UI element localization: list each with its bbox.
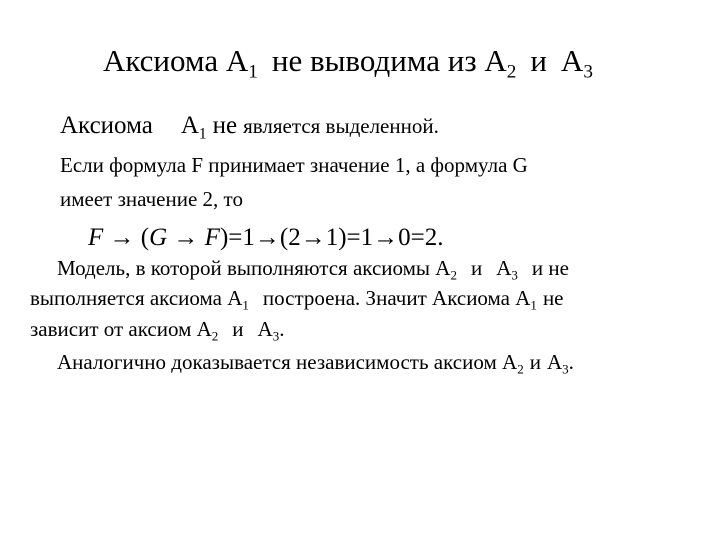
line5-sub-2: 1 bbox=[530, 297, 537, 313]
line6-sub-2: 3 bbox=[272, 328, 280, 344]
formula-open: ( bbox=[140, 224, 150, 251]
line1-word: Аксиома bbox=[60, 112, 153, 139]
line4-a3: А bbox=[496, 256, 512, 280]
line5-tail: построена. Значит Аксиома А bbox=[262, 286, 531, 310]
paragraph-line-6 bbox=[30, 317, 284, 342]
title-sub-1: 1 bbox=[248, 61, 258, 83]
slide-title bbox=[103, 43, 593, 83]
line4-text: Модель, в которой выполняются аксиомы А bbox=[57, 256, 451, 280]
paragraph-line-3: имеет значение 2, то bbox=[60, 187, 243, 211]
formula-part2: =1→(2→1)=1→0=2. bbox=[228, 224, 444, 251]
formula bbox=[88, 224, 443, 252]
line5-tail2: не bbox=[542, 286, 564, 310]
line4-sub-1: 2 bbox=[450, 267, 457, 283]
formula-arrow-1: → bbox=[109, 224, 135, 251]
line5-text: выполняется аксиома А bbox=[30, 286, 243, 310]
line1-sub: 1 bbox=[198, 125, 207, 143]
paragraph-line-4 bbox=[57, 256, 569, 281]
line7-a3: А bbox=[546, 350, 563, 374]
line6-and: и bbox=[232, 317, 244, 341]
formula-G: G bbox=[149, 224, 168, 251]
line6-sub-1: 2 bbox=[211, 328, 219, 344]
formula-F: F bbox=[88, 224, 104, 251]
line7-sub-2: 3 bbox=[562, 361, 569, 377]
line4-sub-2: 3 bbox=[511, 267, 518, 283]
formula-arrow-2: → bbox=[173, 224, 199, 251]
line7-sub-1: 2 bbox=[517, 361, 524, 377]
paragraph-line-1 bbox=[60, 112, 439, 143]
title-a3: А bbox=[560, 43, 584, 78]
line4-tail: и не bbox=[531, 256, 569, 280]
paragraph-line-7 bbox=[57, 350, 574, 375]
line1-tail-a: не bbox=[212, 112, 238, 139]
title-and: и bbox=[530, 43, 547, 78]
title-sub-2: 2 bbox=[506, 61, 517, 83]
title-rest: не выводима из А bbox=[271, 43, 507, 78]
line1-a: А bbox=[180, 112, 199, 139]
line7-and: и bbox=[529, 350, 541, 374]
line7-end: . bbox=[568, 350, 574, 374]
title-sub-3: 3 bbox=[583, 61, 593, 83]
line7-text: Аналогично доказывается независимость аксиом А bbox=[57, 350, 518, 374]
line4-and: и bbox=[470, 256, 483, 280]
line1-tail-b: является выделенной. bbox=[243, 114, 439, 138]
title-text: Аксиома А bbox=[103, 43, 249, 78]
line6-text: зависит от аксиом А bbox=[30, 317, 212, 341]
formula-close: ) bbox=[219, 224, 229, 251]
line6-a3: А bbox=[257, 317, 273, 341]
line6-end: . bbox=[279, 317, 285, 341]
paragraph-line-5 bbox=[30, 286, 564, 311]
paragraph-line-2: Если формула F принимает значение 1, а формула G bbox=[60, 153, 528, 177]
formula-F2: F bbox=[204, 224, 220, 251]
line5-sub-1: 1 bbox=[242, 297, 249, 313]
